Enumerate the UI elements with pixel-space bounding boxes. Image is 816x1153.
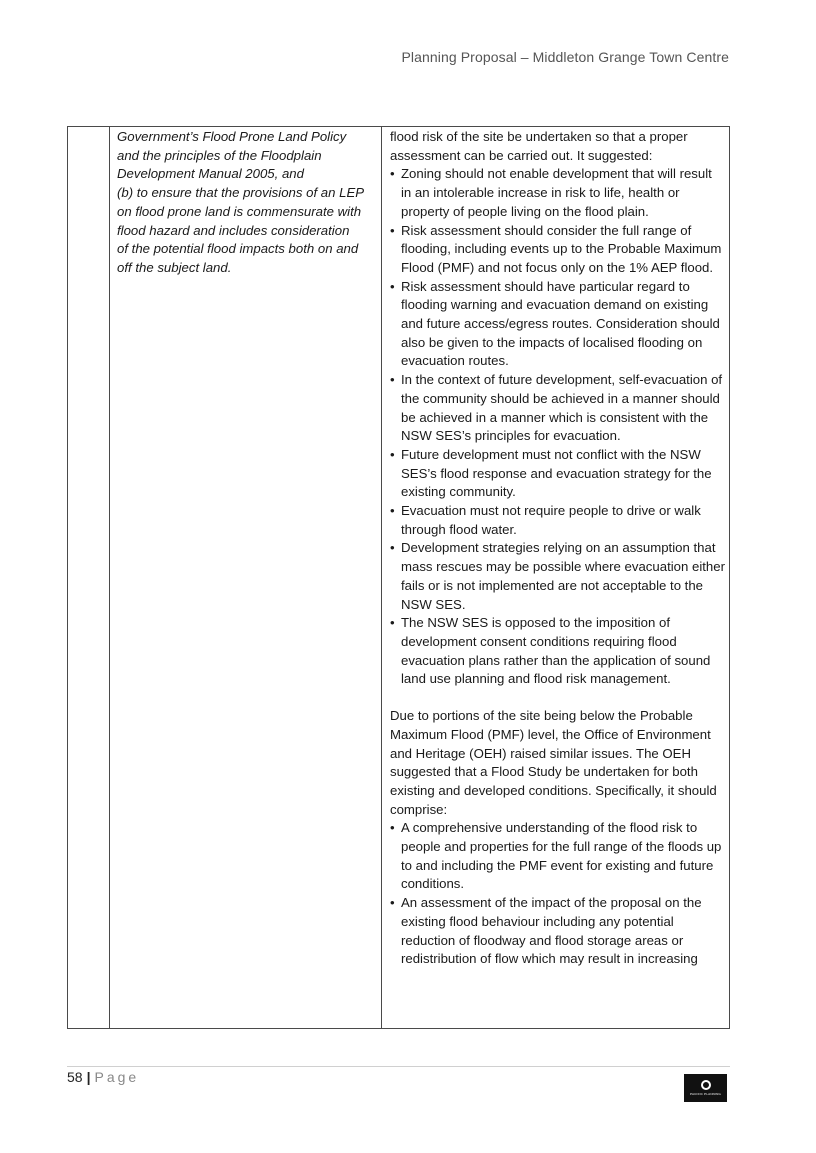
list-item: • Zoning should not enable development that will result in an intolerable increase in risk to life, health or property of people living on the flood plain. xyxy=(390,166,712,219)
table-column-response xyxy=(383,127,729,1028)
bullet-icon: • xyxy=(390,820,395,836)
page-label: Page xyxy=(94,1069,140,1085)
list-item: • An assessment of the impact of the proposal on the existing flood behaviour including any potential reduction of floodway and flood storage areas or redistribution of flow which may result in increasing xyxy=(390,895,702,967)
list-item: • Development strategies relying on an assumption that mass rescues may be possible where evacuation either fails or is not implemented are not acceptable to the NSW SES. xyxy=(390,540,725,612)
bullet-icon: • xyxy=(390,615,395,631)
company-logo xyxy=(684,1074,727,1102)
response-intro: flood risk of the site be undertaken so that a proper assessment can be carried out. It suggested: xyxy=(390,129,688,163)
page-separator: | xyxy=(86,1069,91,1085)
page-footer xyxy=(67,1069,139,1085)
objective-line: of the potential flood impacts both on and xyxy=(117,241,359,257)
logo-icon xyxy=(701,1080,711,1090)
page-header-title: Planning Proposal – Middleton Grange Town Centre xyxy=(401,49,729,65)
bullet-icon: • xyxy=(390,372,395,388)
table-column-objective xyxy=(110,127,382,1028)
list-item: • Evacuation must not require people to drive or walk through flood water. xyxy=(390,503,701,537)
objective-line: Government’s Flood Prone Land Policy xyxy=(117,129,347,144)
logo-text: PACIFIC PLANNING xyxy=(690,1092,721,1096)
objective-line: flood hazard and includes consideration xyxy=(117,222,350,238)
bullet-icon: • xyxy=(390,503,395,519)
list-item: • A comprehensive understanding of the flood risk to people and properties for the full range of the floods up to and including the PMF event for existing and future conditions. xyxy=(390,820,722,892)
requirements-table xyxy=(67,126,730,1029)
bullet-icon: • xyxy=(390,895,395,911)
objective-line: Development Manual 2005, and xyxy=(117,166,304,182)
bullet-icon: • xyxy=(390,278,395,294)
objective-line: and the principles of the Floodplain xyxy=(117,147,322,163)
bullet-icon: • xyxy=(390,222,395,238)
oeh-bullet-list xyxy=(390,819,725,969)
objective-line: (b) to ensure that the provisions of an LEP xyxy=(117,185,365,201)
list-item: • Risk assessment should consider the full range of flooding, including events up to the Probable Maximum Flood (PMF) and not focus only on the 1% AEP flood. xyxy=(390,222,722,275)
table-column-number xyxy=(68,127,110,1028)
objective-line: off the subject land. xyxy=(117,259,232,275)
footer-divider xyxy=(67,1066,730,1067)
bullet-icon: • xyxy=(390,446,395,462)
bullet-icon: • xyxy=(390,166,395,182)
oeh-paragraph: Due to portions of the site being below the Probable Maximum Flood (PMF) level, the Office of Environment and Heritage (OEH) raised similar issues. The OEH suggested that a Flood Study be undertaken for both existing and developed conditions. Specifically, it should comprise: xyxy=(390,708,717,817)
page-number: 58 xyxy=(67,1069,83,1085)
bullet-icon: • xyxy=(390,540,395,556)
list-item: • Risk assessment should have particular regard to flooding warning and evacuation demand on existing and future access/egress routes. Consideration should also be given to the impacts of localised flooding on evacuation routes. xyxy=(390,278,720,369)
ses-bullet-list xyxy=(390,165,725,689)
objective-text xyxy=(110,127,381,278)
list-item: • In the context of future development, self-evacuation of the community should be achieved in a manner should be achieved in a manner which is consistent with the NSW SES’s principles for evacuation. xyxy=(390,372,723,444)
objective-line: on flood prone land is commensurate with xyxy=(117,203,362,219)
list-item: • Future development must not conflict with the NSW SES’s flood response and evacuation strategy for the existing community. xyxy=(390,446,712,500)
list-item: • The NSW SES is opposed to the imposition of development consent conditions requiring flood evacuation plans rather than the application of sound land use planning and flood risk management. xyxy=(390,615,711,687)
